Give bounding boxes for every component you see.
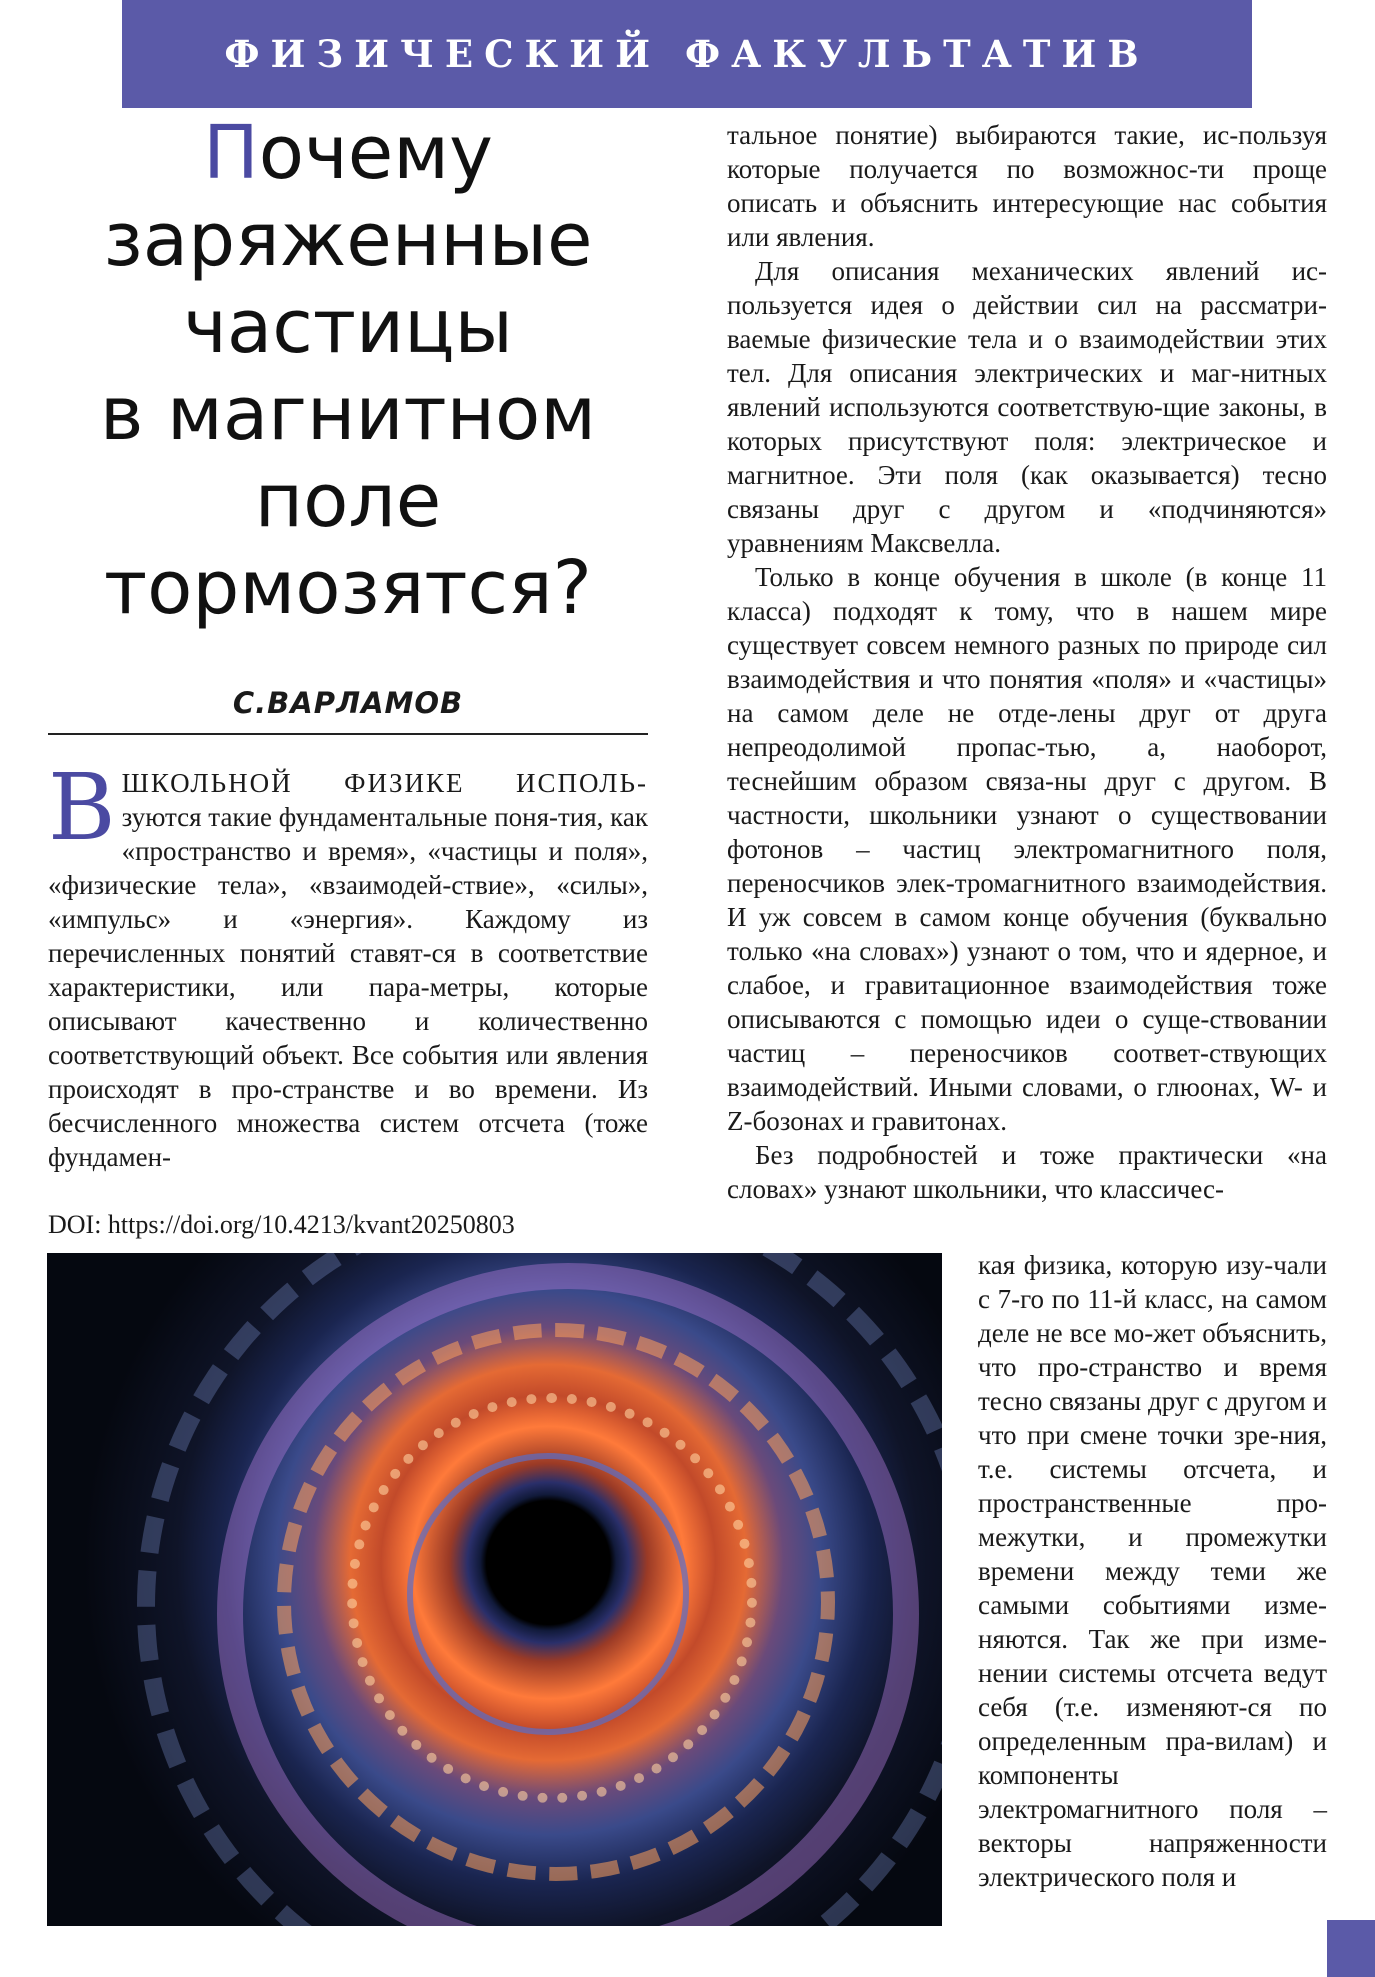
- title-line-2: заряженные: [103, 197, 593, 283]
- detector-ring-inner: [407, 1453, 689, 1735]
- title-line-5: поле: [254, 458, 442, 544]
- paragraph-2: Для описания механических явлений ис-пользуется идея о действии сил на рассматри-ваемые физические тела и о взаимодействии этих тел. Для описания электрических и маг-нитных явлений используются соответствую-щие законы, в которых присутствуют поля: электрическое и магнитное. Эти поля (как оказывается) тесно связаны друг с другом и «подчиняются» уравнениям Максвелла.: [727, 256, 1327, 558]
- intro-smallcaps: ШКОЛЬНОЙ ФИЗИКЕ ИСПОЛЬ-: [121, 768, 648, 798]
- right-column: [727, 118, 1327, 1206]
- paragraph-4: Без подробностей и тоже практически «на словах» узнают школьники, что классичес-: [727, 1140, 1327, 1204]
- detector-photo: [47, 1253, 942, 1926]
- title-initial: П: [203, 110, 259, 196]
- title-line-4: в магнитном: [99, 371, 597, 457]
- title-line-6: тормозятся?: [104, 545, 592, 631]
- paragraph-3: Только в конце обучения в школе (в конце 11 класса) подходят к тому, что в нашем мире существует совсем немного разных по природе сил взаимодействия и что понятия «поля» и «частицы» на самом деле не отде-лены друг от друга непреодолимой пропас-тью, а, наоборот, теснейшим образом связа-ны друг с другом. В частности, школьники узнают о существовании фотонов – частиц электромагнитного поля, переносчиков элек-тромагнитного взаимодействия. И уж совсем в самом конце обучения (буквально только «на словах») узнают о том, что и ядерное, и слабое, и гравитационное взаимодействия тоже описываются с помощью идеи о суще-ствовании частиц – переносчиков соответ-ствующих взаимодействий. Иными словами, о глюонах, W- и Z-бозонах и гравитонах.: [727, 562, 1327, 1136]
- byline-divider: [48, 733, 648, 735]
- author-byline: С.ВАРЛАМОВ: [232, 686, 464, 720]
- doi-link[interactable]: DOI: https://doi.org/10.4213/kvant20250803: [48, 1210, 515, 1239]
- intro-paragraph: [48, 754, 648, 1174]
- page-corner-tab: [1327, 1920, 1375, 1977]
- drop-cap: В: [48, 754, 116, 861]
- title-line-1: очему: [258, 110, 493, 196]
- wrapped-text-column: кая физика, которую изу-чали с 7-го по 11-й класс, на самом деле не все мо-жет объяснить, что про-странство и время тесно связаны друг с другом и что при смене точки зре-ния, т.е. системы отсчета, и пространственные про-межутки, и промежутки времени между теми же самыми событиями изме-няются. Так же при изме-нении системы отсчета ведут себя (т.е. изменяют-ся по определенным пра-вилам) и компоненты электромагнитного поля – векторы напряженности электрического поля и: [978, 1250, 1327, 1892]
- title-line-3: частицы: [183, 284, 513, 370]
- article-title: [48, 110, 648, 632]
- intro-text: зуются такие фундаментальные поня-тия, как «пространство и время», «частицы и поля», «физические тела», «взаимодей-ствие», «силы», «импульс» и «энергия». Каждому из перечисленных понятий ставят-ся в соответствие характеристики, или пара-метры, которые описывают качественно и количественно соответствующий объект. Все события или явления происходят в про-странстве и во времени. Из бесчисленного множества систем отсчета (тоже фундамен-: [48, 802, 648, 1172]
- paragraph-1: тальное понятие) выбираются такие, ис-пользуя которые получается по возможнос-ти проще описать и объяснить интересующие нас события или явления.: [727, 120, 1327, 252]
- section-header: [122, 0, 1252, 108]
- section-title: ФИЗИЧЕСКИЙ ФАКУЛЬТАТИВ: [224, 32, 1150, 76]
